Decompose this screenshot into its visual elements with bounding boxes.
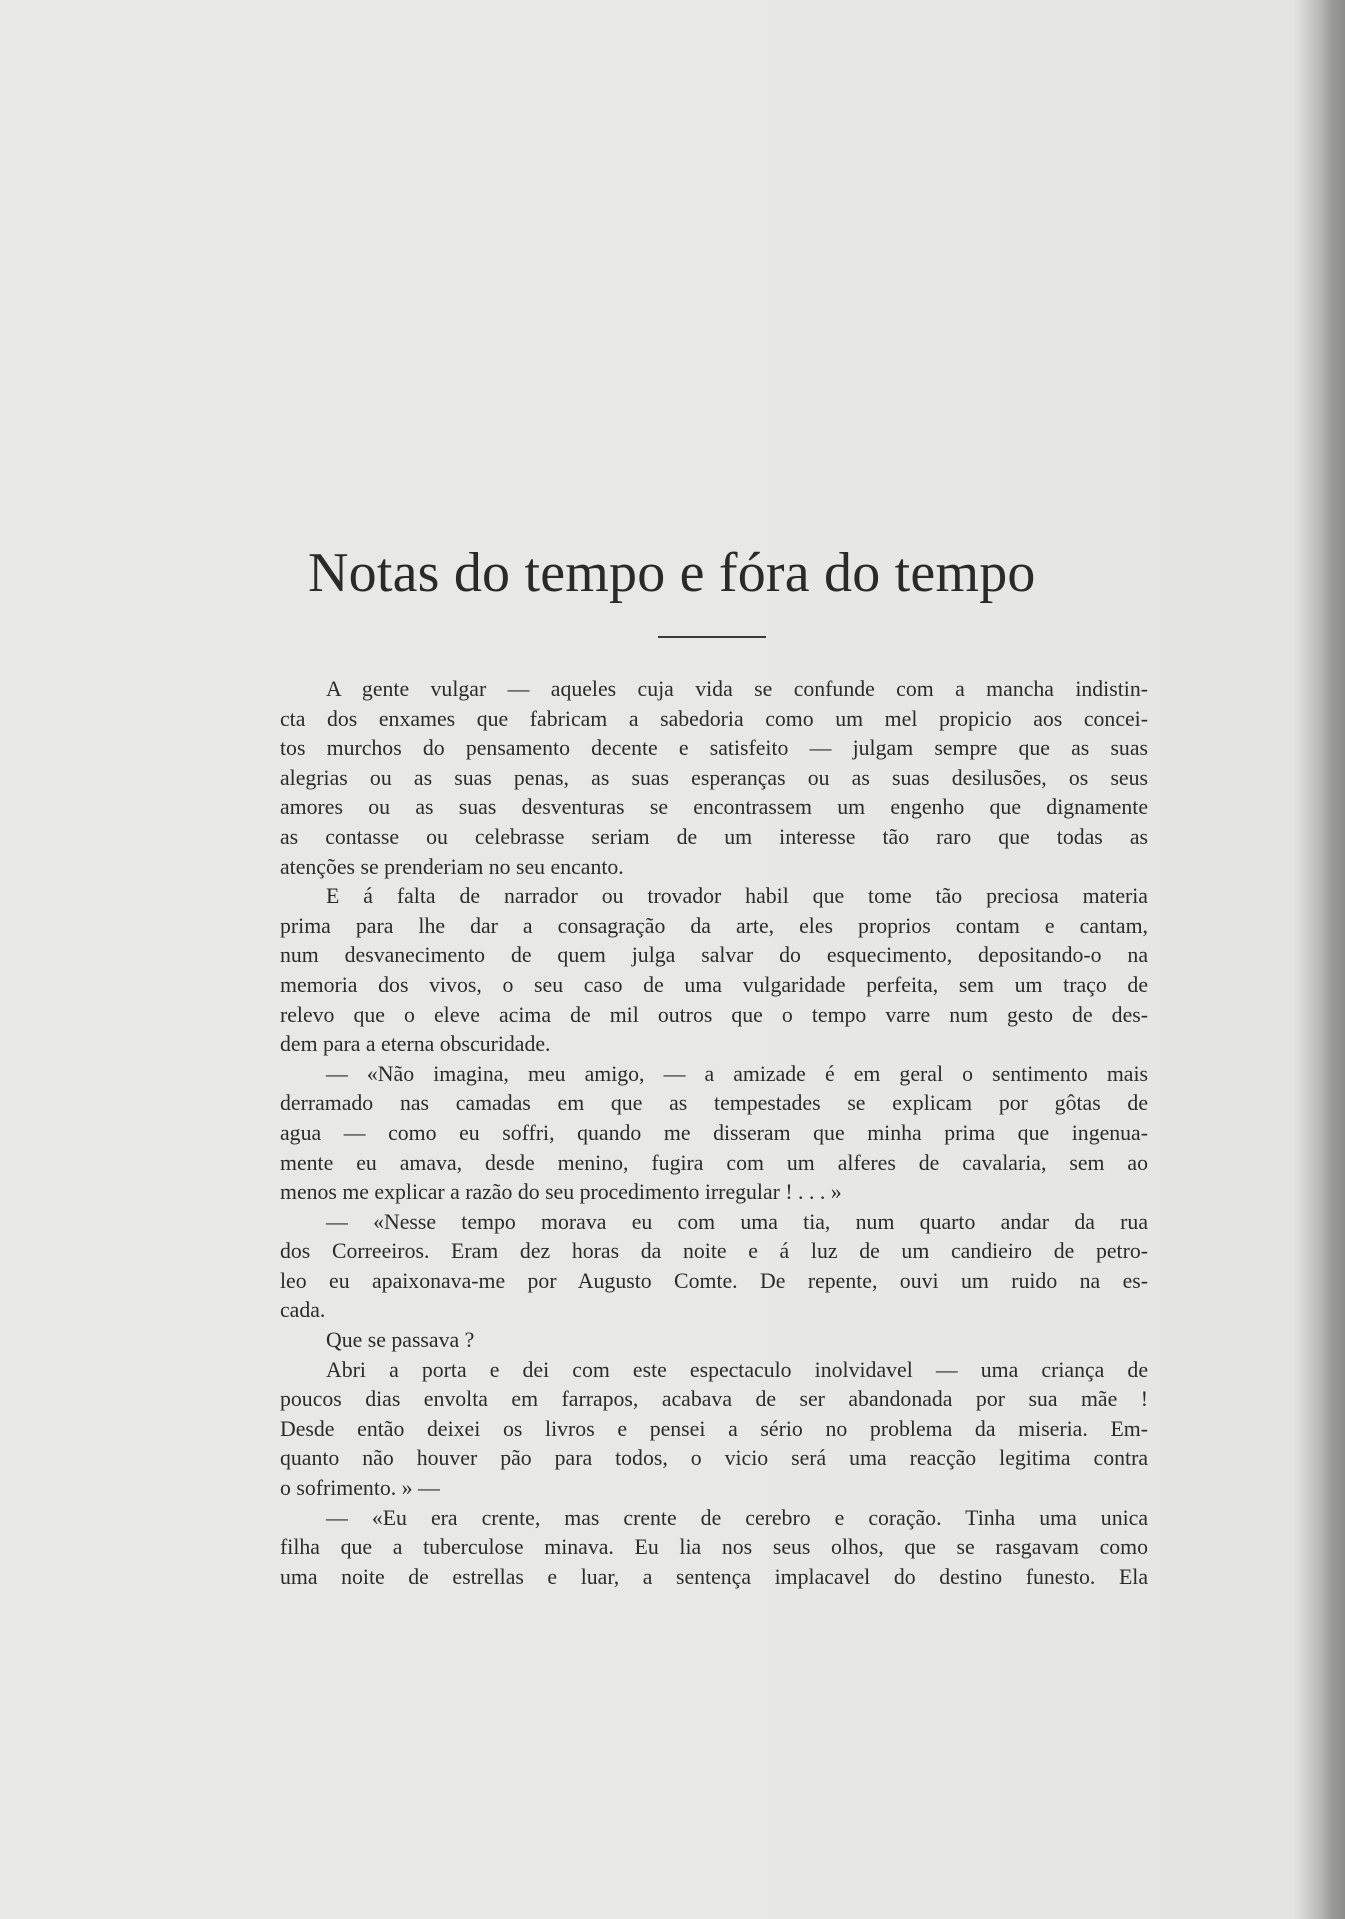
paragraph bbox=[280, 1326, 1148, 1356]
text-line: atenções se prenderiam no seu encanto. bbox=[280, 854, 624, 879]
text-line: uma noite de estrellas e luar, a sentença implacavel do destino funesto. Ela bbox=[280, 1564, 1148, 1589]
text-line: tos murchos do pensamento decente e satisfeito — julgam sempre que as suas bbox=[280, 736, 1148, 761]
text-line: menos me explicar a razão do seu procedimento irregular ! . . . » bbox=[280, 1180, 842, 1205]
text-line: num desvanecimento de quem julga salvar do esquecimento, depositando-o na bbox=[280, 943, 1148, 968]
article-title: Notas do tempo e fóra do tempo bbox=[308, 542, 1036, 604]
text-line: agua — como eu soffri, quando me disseram que minha prima que ingenua- bbox=[280, 1120, 1148, 1145]
text-line: Que se passava ? bbox=[326, 1328, 475, 1353]
text-line: cta dos enxames que fabricam a sabedoria como um mel propicio aos concei- bbox=[280, 706, 1148, 731]
text-line: poucos dias envolta em farrapos, acabava de ser abandonada por sua mãe ! bbox=[280, 1387, 1148, 1412]
paragraph bbox=[280, 1060, 1148, 1208]
text-line: memoria dos vivos, o seu caso de uma vulgaridade perfeita, sem um traço de bbox=[280, 972, 1148, 997]
text-line: filha que a tuberculose minava. Eu lia nos seus olhos, que se rasgavam como bbox=[280, 1535, 1148, 1560]
title-divider bbox=[658, 636, 766, 638]
text-line: relevo que o eleve acima de mil outros que o tempo varre num gesto de des- bbox=[280, 1002, 1148, 1027]
text-line: mente eu amava, desde menino, fugira com um alferes de cavalaria, sem ao bbox=[280, 1150, 1148, 1175]
text-line: amores ou as suas desventuras se encontrassem um engenho que dignamente bbox=[280, 795, 1148, 820]
text-line: dem para a eterna obscuridade. bbox=[280, 1032, 551, 1057]
paragraph bbox=[280, 1208, 1148, 1326]
paragraph bbox=[280, 1504, 1148, 1593]
text-line: quanto não houver pão para todos, o vicio será uma reacção legitima contra bbox=[280, 1446, 1148, 1471]
book-spine-shadow bbox=[1303, 0, 1345, 1919]
text-line: derramado nas camadas em que as tempestades se explicam por gôtas de bbox=[280, 1091, 1148, 1116]
text-line: cada. bbox=[280, 1298, 326, 1323]
text-line: alegrias ou as suas penas, as suas esperanças ou as suas desilusões, os seus bbox=[280, 765, 1148, 790]
text-line: E á falta de narrador ou trovador habil que tome tão preciosa materia bbox=[326, 884, 1148, 909]
article-body bbox=[280, 675, 1148, 1592]
text-line: Desde então deixei os livros e pensei a sério no problema da miseria. Em- bbox=[280, 1416, 1148, 1441]
text-line: Abri a porta e dei com este espectaculo inolvidavel — uma criança de bbox=[326, 1357, 1148, 1382]
text-line: — «Nesse tempo morava eu com uma tia, num quarto andar da rua bbox=[326, 1209, 1148, 1234]
binding-edge bbox=[1293, 0, 1303, 1919]
text-line: as contasse ou celebrasse seriam de um interesse tão raro que todas as bbox=[280, 824, 1148, 849]
text-line: — «Eu era crente, mas crente de cerebro e coração. Tinha uma unica bbox=[326, 1505, 1148, 1530]
paragraph bbox=[280, 882, 1148, 1060]
paragraph bbox=[280, 675, 1148, 882]
text-line: leo eu apaixonava-me por Augusto Comte. De repente, ouvi um ruido na es- bbox=[280, 1268, 1148, 1293]
text-line: dos Correeiros. Eram dez horas da noite e á luz de um candieiro de petro- bbox=[280, 1239, 1148, 1264]
text-line: prima para lhe dar a consagração da arte, eles proprios contam e cantam, bbox=[280, 913, 1148, 938]
text-line: A gente vulgar — aqueles cuja vida se confunde com a mancha indistin- bbox=[326, 677, 1148, 701]
text-line: o sofrimento. » — bbox=[280, 1476, 440, 1501]
text-line: — «Não imagina, meu amigo, — a amizade é em geral o sentimento mais bbox=[326, 1061, 1148, 1086]
paragraph bbox=[280, 1356, 1148, 1504]
